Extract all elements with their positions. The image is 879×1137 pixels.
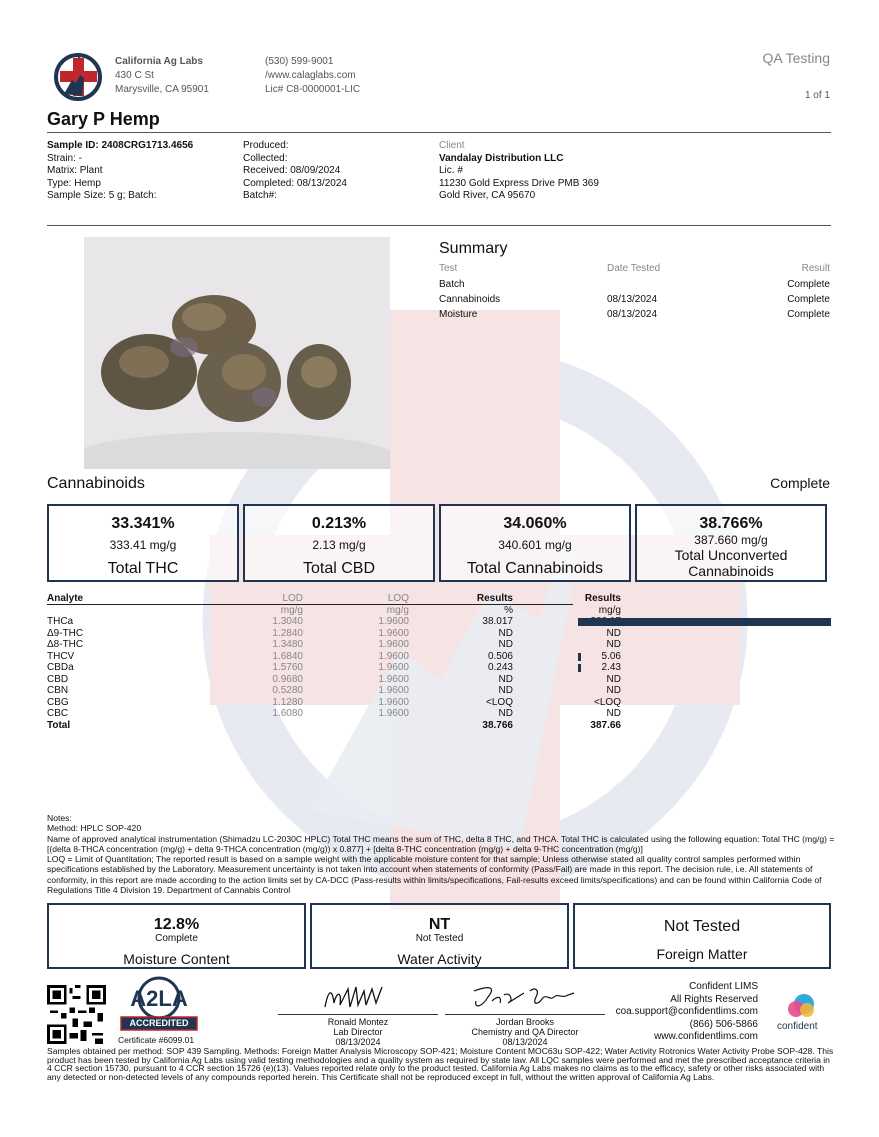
foreign-matter-value: Not Tested — [663, 918, 741, 935]
lab-address-line2: Marysville, CA 95901 — [115, 84, 209, 95]
analyte-name: CBG — [47, 696, 69, 708]
lab-logo-icon — [52, 50, 104, 102]
total-cbd-pct: 0.213% — [311, 515, 367, 532]
sample-id: Sample ID: 2408CRG1713.4656 — [47, 140, 194, 151]
signer-title: Chemistry and QA Director — [471, 1027, 579, 1037]
signer-name: Ronald Montez — [327, 1017, 389, 1027]
analyte-lod: 1.2840 — [272, 627, 303, 639]
summary-header-result: Result — [801, 263, 830, 274]
summary-title: Summary — [439, 240, 508, 257]
notes-line1: Name of approved analytical instrumentation (Shimadzu LC-2030C HPLC) Total THC means the sum of THC, delta 8 THC, and THCA. Total THC is calculated using the following equation: Total THC (mg/g) = [(delta 8-THCA concentration (mg/g) + delta 9-THCA concentration (mg/g)) x 0.877] + [delta 8-THC concentration (mg/g) + delta 9-THC concentration (mg/g)] — [47, 833, 835, 854]
analyte-bar — [578, 664, 581, 672]
foreign-matter-box — [573, 903, 831, 969]
analyte-pct: 0.506 — [487, 650, 513, 662]
notes-title: Notes: — [47, 813, 72, 823]
analyte-loq: 1.9600 — [378, 662, 409, 674]
header-lod: LOD — [282, 593, 303, 605]
lab-name: California Ag Labs — [115, 56, 203, 67]
qr-code-icon — [47, 985, 106, 1044]
confident-brand: confident — [777, 1021, 818, 1032]
signature-line — [445, 1014, 605, 1015]
analyte-mg: 2.43 — [601, 662, 621, 674]
page-number: 1 of 1 — [804, 90, 830, 101]
client-info — [439, 140, 599, 203]
analyte-mg: ND — [606, 627, 621, 639]
analyte-table — [47, 593, 621, 731]
analyte-lod: 0.9680 — [272, 673, 303, 685]
table-row — [47, 651, 621, 663]
total-thc-pct: 33.341% — [111, 515, 175, 532]
confident-line1: Confident LIMS — [689, 981, 758, 992]
lab-info — [115, 55, 209, 97]
client-name: Vandalay Distribution LLC — [439, 152, 564, 164]
cannabinoids-title: Cannabinoids — [47, 475, 145, 492]
analyte-loq: 1.9600 — [378, 639, 409, 651]
analyte-mg: 5.06 — [601, 650, 621, 662]
client-address2: Gold River, CA 95670 — [439, 190, 536, 201]
water-activity-label: Water Activity — [397, 951, 482, 967]
moisture-value: 12.8% — [153, 916, 200, 933]
analyte-lod: 1.1280 — [272, 696, 303, 708]
summary-row-result: Complete — [787, 294, 830, 305]
analyte-pct: ND — [498, 708, 513, 720]
analyte-name: CBD — [47, 673, 69, 685]
summary-header-date: Date Tested — [607, 263, 661, 274]
confident-site[interactable]: www.confidentlims.com — [654, 1031, 758, 1042]
table-row — [47, 639, 621, 651]
table-header-row — [47, 593, 621, 605]
analyte-name: THCa — [47, 616, 74, 628]
analyte-loq: 1.9600 — [378, 673, 409, 685]
analyte-name: Δ9-THC — [47, 627, 84, 639]
analyte-name: THCV — [47, 650, 75, 662]
analyte-pct: <LOQ — [486, 696, 513, 708]
signature-line — [278, 1014, 438, 1015]
product-photo — [84, 237, 390, 469]
total-unconverted-pct: 38.766% — [699, 515, 763, 532]
lab-contact — [265, 55, 360, 97]
summary-row-test: Cannabinoids — [439, 294, 501, 305]
analyte-pct: ND — [498, 627, 513, 639]
analyte-lod: 1.6840 — [272, 650, 303, 662]
analyte-lod: 1.6080 — [272, 708, 303, 720]
water-activity-sub: Not Tested — [415, 933, 464, 944]
table-row — [47, 697, 621, 709]
cannabinoids-status: Complete — [770, 475, 830, 491]
signature-brooks — [445, 1017, 605, 1047]
sample-completed: Completed: 08/13/2024 — [243, 177, 347, 189]
notes-method: Method: HPLC SOP-420 — [47, 823, 142, 834]
total-unconverted-box — [635, 504, 827, 582]
table-row — [47, 628, 621, 640]
client-license: Lic. # — [439, 165, 463, 176]
signer-title: Lab Director — [333, 1027, 383, 1037]
moisture-sub: Complete — [155, 933, 198, 944]
sample-size: Sample Size: 5 g; Batch: — [47, 190, 157, 201]
header-results-pct: Results — [476, 593, 513, 605]
analyte-loq: 1.9600 — [378, 650, 409, 662]
water-activity-box — [310, 903, 569, 969]
lab-website[interactable]: /www.calaglabs.com — [265, 70, 356, 81]
analyte-mg: ND — [606, 685, 621, 697]
total-cbd-label: Total CBD — [302, 560, 376, 577]
sample-strain: Strain: - — [47, 152, 83, 164]
analyte-lod: 1.5760 — [272, 662, 303, 674]
moisture-label: Moisture Content — [123, 951, 230, 967]
analyte-loq: 1.9600 — [378, 708, 409, 720]
sample-batch: Batch#: — [243, 190, 277, 201]
sample-details — [47, 140, 193, 203]
summary-row-result: Complete — [787, 309, 830, 320]
analyte-loq: 1.9600 — [378, 627, 409, 639]
table-header-divider — [47, 604, 573, 605]
notes-line2: LOQ = Limit of Quantitation; The reported result is based on a sample weight with the applicable moisture content for that sample; Unless otherwise stated all quality control samples performed within specifications established by the Laboratory. Measurement uncertainty is not taken into account when statements of conformity (Pass/Fail) are made in this report. The decision rule, i.e. All statements of conformity, in this report are made according to the action limits set by CA-DCC (Pass-results within limits/specifications, Fail-results exceed limits/specifications) and can be found within California Code of Regulations Title 4 Division 19. Department of Cannabis Control — [47, 854, 822, 896]
analyte-loq: 1.9600 — [378, 616, 409, 628]
moisture-box — [47, 903, 306, 969]
lab-license: Lic# C8-0000001-LIC — [265, 84, 361, 95]
analyte-mg: ND — [606, 673, 621, 685]
analyte-pct: ND — [498, 639, 513, 651]
total-unconverted-mg: 387.660 mg/g — [694, 533, 768, 547]
sample-name: Gary P Hemp — [47, 109, 160, 129]
analyte-pct: 38.017 — [482, 616, 513, 628]
total-thc-mg: 333.41 mg/g — [109, 538, 177, 552]
total-cannabinoids-mg: 340.601 mg/g — [498, 538, 572, 552]
analyte-name: Δ8-THC — [47, 639, 84, 651]
sample-collected: Collected: — [243, 152, 288, 164]
header-loq: LOQ — [387, 593, 409, 605]
unit-loq: mg/g — [386, 604, 409, 616]
certificate-number: Certificate #6099.01 — [118, 1035, 195, 1045]
header-results-mg: Results — [584, 593, 621, 605]
analyte-bar — [578, 618, 831, 626]
table-row — [47, 616, 621, 628]
signer-date: 08/13/2024 — [335, 1037, 381, 1047]
analyte-mg: ND — [606, 639, 621, 651]
water-activity-value: NT — [428, 916, 451, 933]
total-analyte: Total — [47, 719, 71, 731]
analyte-lod: 0.5280 — [272, 685, 303, 697]
analyte-pct: ND — [498, 673, 513, 685]
analyte-lod: 1.3040 — [272, 616, 303, 628]
confident-info — [616, 981, 758, 1044]
total-thc-label: Total THC — [107, 560, 179, 577]
total-cannabinoids-label: Total Cannabinoids — [466, 560, 604, 577]
sample-received: Received: 08/09/2024 — [243, 165, 341, 176]
summary-row-test: Batch — [439, 279, 465, 290]
table-units-row — [47, 605, 621, 617]
analyte-name: CBDa — [47, 662, 74, 674]
sample-type: Type: Hemp — [47, 177, 101, 189]
analyte-loq: 1.9600 — [378, 696, 409, 708]
analyte-lod: 1.3480 — [272, 639, 303, 651]
total-pct: 38.766 — [482, 719, 513, 731]
table-row — [47, 662, 621, 674]
notes-section — [47, 813, 837, 895]
total-mg: 387.66 — [590, 719, 621, 731]
summary-row-date: 08/13/2024 — [607, 309, 658, 320]
analyte-loq: 1.9600 — [378, 685, 409, 697]
unit-mg: mg/g — [598, 604, 621, 616]
summary-header-test: Test — [439, 263, 458, 274]
foreign-matter-label: Foreign Matter — [656, 946, 748, 962]
table-row — [47, 685, 621, 697]
table-row — [47, 708, 621, 720]
total-unconverted-label: Total Unconverted Cannabinoids — [674, 547, 788, 579]
unit-pct: % — [504, 604, 513, 616]
footer-disclaimer: Samples obtained per method: SOP 439 Sampling. Methods: Foreign Matter Analysis Microscopy SOP-421; Moisture Content MOC63u SOP-422; Water Activity Rotronics Water Activity Probe SOP-428. This product has been tested by California Ag Labs using valid testing methodologies and a quality system as required by state law. All LQC samples were performed and met the prescribed acceptance criteria in 4 CCR section 15730, pursuant to 4 CCR section 15726 (e)(13). Values reported relate only to the product tested. California Ag Labs makes no claims as to the efficacy, safety or other risks associated with any detected or non-detected levels of any compounds reported herein. This Certificate shall not be reproduced except in full, without the written approval of California Ag Labs. — [47, 1046, 834, 1082]
table-total-row — [47, 720, 621, 732]
unit-analyte — [47, 605, 207, 617]
analyte-mg: <LOQ — [594, 696, 621, 708]
sample-dates — [243, 140, 347, 203]
lab-phone: (530) 599-9001 — [265, 56, 334, 67]
confident-email[interactable]: coa.support@confidentlims.com — [615, 1006, 758, 1017]
unit-lod: mg/g — [280, 604, 303, 616]
signer-name: Jordan Brooks — [495, 1017, 555, 1027]
analyte-bar — [578, 653, 581, 661]
analyte-name: CBN — [47, 685, 69, 697]
signature-brooks-icon — [470, 983, 578, 1013]
analyte-mg: ND — [606, 708, 621, 720]
accredited-badge: ACCREDITED — [129, 1018, 189, 1028]
details-divider — [47, 225, 831, 226]
analyte-name: CBC — [47, 708, 69, 720]
analyte-pct: ND — [498, 685, 513, 697]
signature-montez — [278, 1017, 438, 1047]
total-cannabinoids-box — [439, 504, 631, 582]
total-cbd-mg: 2.13 mg/g — [312, 538, 366, 552]
total-cannabinoids-pct: 34.060% — [503, 515, 567, 532]
sample-matrix: Matrix: Plant — [47, 165, 103, 176]
total-thc-box — [47, 504, 239, 582]
confident-logo-icon — [785, 992, 819, 1020]
confident-phone: (866) 506-5866 — [689, 1018, 758, 1030]
analyte-bars — [578, 616, 831, 726]
analyte-pct: 0.243 — [487, 662, 513, 674]
header-divider — [47, 132, 831, 133]
lab-address-line1: 430 C St — [115, 70, 154, 81]
signer-date: 08/13/2024 — [502, 1037, 548, 1047]
summary-row-date: 08/13/2024 — [607, 294, 658, 305]
signature-montez-icon — [320, 983, 386, 1013]
client-address1: 11230 Gold Express Drive PMB 369 — [439, 177, 599, 189]
total-cbd-box — [243, 504, 435, 582]
header-analyte: Analyte — [47, 593, 84, 605]
confident-line2: All Rights Reserved — [670, 993, 758, 1005]
svg-text:A2LA: A2LA — [130, 986, 188, 1011]
sample-produced: Produced: — [243, 140, 289, 151]
summary-row-result: Complete — [787, 279, 830, 290]
doc-type: QA Testing — [762, 50, 830, 66]
summary-row-test: Moisture — [439, 309, 478, 320]
table-row — [47, 674, 621, 686]
client-label: Client — [439, 140, 465, 151]
